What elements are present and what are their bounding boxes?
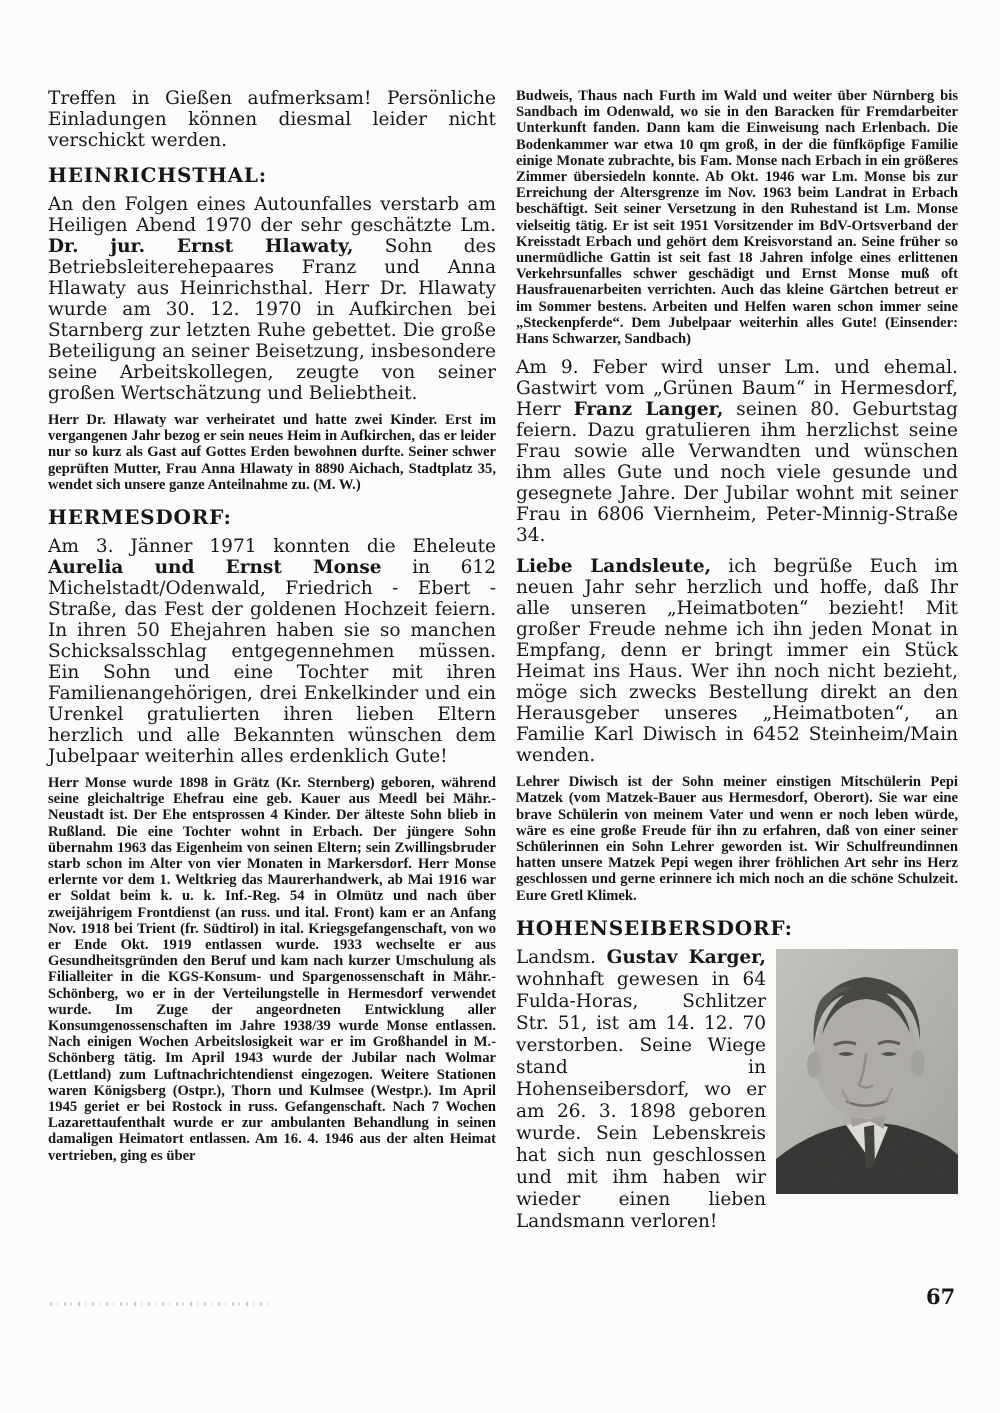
note-hlawaty-family: Herr Dr. Hlawaty war verheiratet und hatte zwei Kinder. Erst im vergangenen Jahr bezog er sein neues Heim in Aufkirchen, das er leider nur so kurz als Gast auf Gottes Erden bewohnen durfte. Seiner schwer geprüften Mutter, Frau Anna Hlawaty in 8890 Aichach, Stadtplatz 35, wendet sich unsere ganze Anteilnahme zu. (M. W.) [48,412,496,493]
right-column [516,88,958,1237]
paragraph-karger-obituary: Landsm. Gustav Karger, wohnhaft gewesen in 64 Fulda-Horas, Schlitzer Str. 51, ist am 14. 12. 70 verstorben. Seine Wiege stand in Hohenseibersdorf, wo er am 26. 3. 1898 geboren wurde. Sein Lebenskreis hat sich nun geschlossen und mit ihm haben wir wieder einen lieben Landsmann verloren! [516,946,766,1232]
left-column [48,88,496,1170]
note-monse-biography-continued: Budweis, Thaus nach Furth im Wald und weiter über Nürnberg bis Sandbach im Odenwald, wo sie in den Baracken für Fremdarbeiter Unterkunft fanden. Dann kam die Einweisung nach Erlenbach. Die Bodenkammer war etwa 10 qm groß, in der die fünfköpfige Familie einige Monate zubrachte, bis Fam. Monse nach Erbach in ein größeres Zimmer übersiedeln konnte. Ab Okt. 1946 war Lm. Monse bis zur Erreichung der Altersgrenze im Nov. 1963 beim Landrat in Erbach beschäftigt. Seit seiner Versetzung in den Ruhestand ist Lm. Monse vielseitig tätig. Er ist seit 1951 Vorsitzender im BdV-Ortsverband der Kreisstadt Erbach und gehört dem Kreisvorstand an. Seine früher so unermüdliche Gattin ist seit fast 18 Jahren infolge eines erlittenen Verkehrsunfalles schwer geschädigt und Ernst Monse muß oft Hausfrauenarbeiten verrichten. Auch das kleine Gärtchen betreut er im Sommer bestens. Arbeiten und Helfen waren schon immer seine „Steckenpferde“. Dem Jubelpaar weiterhin alles Gute! (Einsender: Hans Schwarzer, Sandbach) [516,88,958,348]
paragraph-hlawaty-obituary: An den Folgen eines Autounfalles verstarb am Heiligen Abend 1970 der sehr geschätzte Lm. Dr. jur. Ernst Hlawaty, Sohn des Betriebsleiterehepaares Franz und Anna Hlawaty aus Heinrichsthal. Herr Dr. Hlawaty wurde am 30. 12. 1970 in Aufkirchen bei Starnberg zur letzten Ruhe gebettet. Die große Beteiligung an seiner Beisetzung, insbesondere seine Arbeitskollegen, zeugte von seiner großen Wertschätzung und Beliebtheit. [48,194,496,404]
paragraph-monse-anniversary: Am 3. Jänner 1971 konnten die Eheleute Aurelia und Ernst Monse in 612 Michelstadt/Odenwald, Friedrich - Ebert - Straße, das Fest der goldenen Hochzeit feiern. In ihren 50 Ehejahren haben sie so manchen Schicksalsschlag entgegennehmen müssen. Ein Sohn und eine Tochter mit ihren Familienangehörigen, drei Enkelkinder und ein Urenkel gratulierten ihren lieben Eltern herzlich und alle Bekannten wünschen dem Jubelpaar weiterhin alles erdenklich Gute! [48,536,496,768]
page-number: 67 [926,1284,956,1309]
paragraph-langer-birthday: Am 9. Feber wird unser Lm. und ehemal. Gastwirt vom „Grünen Baum“ in Hermesdorf, Herr Franz Langer, seinen 80. Geburtstag feiern. Dazu gratulieren ihm herzlichst seine Frau sowie alle Verwandten und wünschen ihm alles Gute und noch viele gesunde und gesegnete Jahre. Der Jubilar wohnt mit seiner Frau in 6806 Viernheim, Peter-Minnig-Straße 34. [516,357,958,547]
section-heading-heinrichsthal: HEINRICHSTHAL: [48,163,267,187]
section-heading-hohenseibersdorf: HOHENSEIBERSDORF: [516,915,793,940]
print-artifact [50,1302,270,1306]
note-monse-biography: Herr Monse wurde 1898 in Grätz (Kr. Sternberg) geboren, während seine gleichaltrige Ehefrau eine geb. Kauer aus Meedl bei Mähr.-Neustadt ist. Der Ehe entsprossen 4 Kinder. Der älteste Sohn blieb in Rußland. Die eine Tochter wohnt in Erbach. Der jüngere Sohn übernahm 1963 das Eigenheim von seinen Eltern; sein Zwillingsbruder starb schon im Alter von vier Monaten in Markersdorf. Herr Monse erlernte vor dem 1. Weltkrieg das Maurerhandwerk, ab Mai 1916 war er Soldat beim k. u. k. Inf.-Reg. 54 in Olmütz und nach über zweijährigem Frontdienst (an russ. und ital. Front) kam er an Anfang Nov. 1918 bei Trient (fr. Südtirol) in ital. Kriegsgefangenschaft, von wo er Ende Okt. 1919 entlassen wurde. 1933 wechselte er aus Gesundheitsgründen den Beruf und kam nach kurzer Umschulung als Filialleiter in die KGS-Konsum- und Spargenossenschaft in Mähr.-Schönberg, wo er in der Verteilungstelle in Hermesdorf verwendet wurde. Im Zuge der angeordneten Entwicklung aller Konsumgenossenschaften im Jahre 1938/39 wurde Monse entlassen. Nach einigen Wochen Arbeitslosigkeit war er im Großhandel in M.-Schönberg tätig. Im April 1943 wurde der Jubilar nach Wolmar (Lettland) zum Luftnachrichtendienst eingezogen. Weitere Stationen waren Königsberg (Ostpr.), Thorn und Kulmsee (Westpr.). Im April 1945 geriet er bei Rostock in russ. Gefangenschaft. Nach 7 Wochen Lazarettaufenthalt wurde er zur ambulanten Behandlung in seinen damaligen Heimatort entlassen. Am 16. 4. 1946 aus der alten Heimat vertrieben, ging es über [48,775,496,1164]
portrait-photo [776,949,958,1194]
paragraph-landsleute-letter: Liebe Landsleute, ich begrüße Euch im neuen Jahr sehr herzlich und hoffe, daß Ihr alle unseren „Heimatboten“ bezieht! Mit großer Freude nehme ich ihn jeden Monat in Empfang, denn er bringt immer ein Stück Heimat ins Haus. Wer ihn noch nicht bezieht, möge sich zwecks Bestellung direkt an den Herausgeber unseres „Heimatboten“, an Familie Karl Diwisch in 6452 Steinheim/Main wenden. [516,556,958,767]
section-heading-hermesdorf: HERMESDORF: [48,505,232,530]
paragraph-intro-continuation: Treffen in Gießen aufmerksam! Persönliche Einladungen können diesmal leider nicht verschickt werden. [48,88,496,151]
note-diwisch-schoolmate: Lehrer Diwisch ist der Sohn meiner einstigen Mitschülerin Pepi Matzek (vom Matzek-Bauer aus Hermesdorf, Oberort). Sie war eine brave Schülerin von meinem Vater und wenn er noch leben würde, wäre es eine große Freude für ihn zu erfahren, daß von einer seiner Schülerinnen ein Sohn Lehrer geworden ist. Wir Schulfreundinnen hatten unsere Matzek Pepi wegen ihrer fröhlichen Art sehr ins Herz geschlossen und gerne erinnere ich mich noch an die schöne Schulzeit. Eure Gretl Klimek. [516,774,958,904]
karger-obituary-block [516,947,958,1233]
